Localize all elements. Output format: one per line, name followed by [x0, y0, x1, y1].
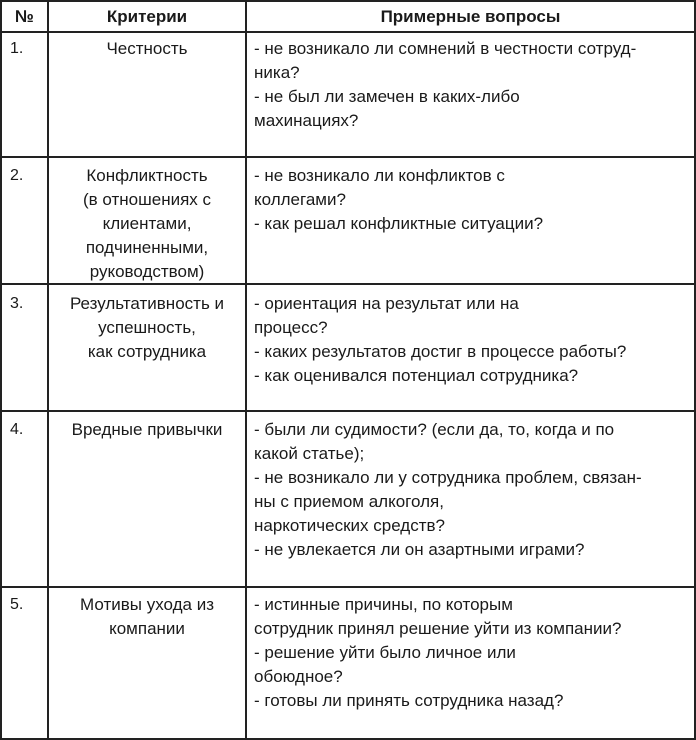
row-criterion: [50, 37, 244, 61]
row-questions: [254, 593, 694, 713]
row-questions: [254, 418, 694, 562]
question-line: - готовы ли принять сотрудника назад?: [254, 691, 564, 710]
criterion-line: (в отношениях с: [82, 190, 212, 209]
row-number: 2.: [10, 167, 24, 184]
row-criterion: [50, 593, 244, 641]
question-line: сотрудник принял решение уйти из компании?: [254, 619, 622, 638]
question-line: - истинные причины, по которым: [254, 595, 513, 614]
question-line: процесс?: [254, 318, 328, 337]
header-criteria: Критерии: [106, 7, 188, 26]
question-line: - не возникало ли конфликтов с: [254, 166, 505, 185]
question-line: обоюдное?: [254, 667, 343, 686]
row-divider: [0, 586, 696, 588]
criterion-line: Конфликтность: [86, 166, 208, 185]
question-line: наркотических средств?: [254, 516, 445, 535]
criterion-line: клиентами,: [102, 214, 192, 233]
row-divider: [0, 410, 696, 412]
question-line: - не возникало ли у сотрудника проблем, связан-: [254, 468, 642, 487]
question-line: - были ли судимости? (если да, то, когда и по: [254, 420, 615, 439]
criterion-line: руководством): [89, 262, 205, 281]
row-criterion: [50, 164, 244, 284]
question-line: - как оценивался потенциал сотрудника?: [254, 366, 579, 385]
criterion-line: успешность,: [98, 318, 196, 337]
header-divider: [0, 31, 696, 33]
question-line: - не был ли замечен в каких-либо: [254, 87, 520, 106]
question-line: - каких результатов достиг в процессе работы?: [254, 342, 627, 361]
question-line: - не возникало ли сомнений в честности сотруд-: [254, 39, 637, 58]
row-number: 5.: [10, 596, 24, 613]
criterion-line: Честность: [106, 39, 188, 58]
header-questions: Примерные вопросы: [380, 7, 561, 26]
row-number: 1.: [10, 40, 24, 57]
criterion-line: компании: [109, 619, 185, 638]
column-divider: [245, 0, 247, 740]
criterion-line: как сотрудника: [87, 342, 207, 361]
question-line: - ориентация на результат или на: [254, 294, 519, 313]
row-divider: [0, 156, 696, 158]
row-questions: [254, 37, 694, 133]
header-number: №: [15, 7, 34, 26]
row-number: 4.: [10, 421, 24, 438]
row-questions: [254, 292, 694, 388]
table-border-top: [0, 0, 696, 2]
question-line: - как решал конфликтные ситуации?: [254, 214, 544, 233]
question-line: махинациях?: [254, 111, 359, 130]
question-line: ника?: [254, 63, 300, 82]
question-line: ны с приемом алкоголя,: [254, 492, 444, 511]
row-questions: [254, 164, 694, 236]
column-divider: [47, 0, 49, 740]
table-border-left: [0, 0, 2, 740]
criterion-line: Результативность и: [69, 294, 225, 313]
criterion-line: Мотивы ухода из: [80, 595, 214, 614]
question-line: - не увлекается ли он азартными играми?: [254, 540, 585, 559]
criterion-line: Вредные привычки: [71, 420, 223, 439]
criterion-line: подчиненными,: [85, 238, 209, 257]
question-line: - решение уйти было личное или: [254, 643, 516, 662]
row-criterion: [50, 418, 244, 442]
question-line: какой статье);: [254, 444, 365, 463]
row-criterion: [50, 292, 244, 364]
question-line: коллегами?: [254, 190, 346, 209]
row-number: 3.: [10, 295, 24, 312]
